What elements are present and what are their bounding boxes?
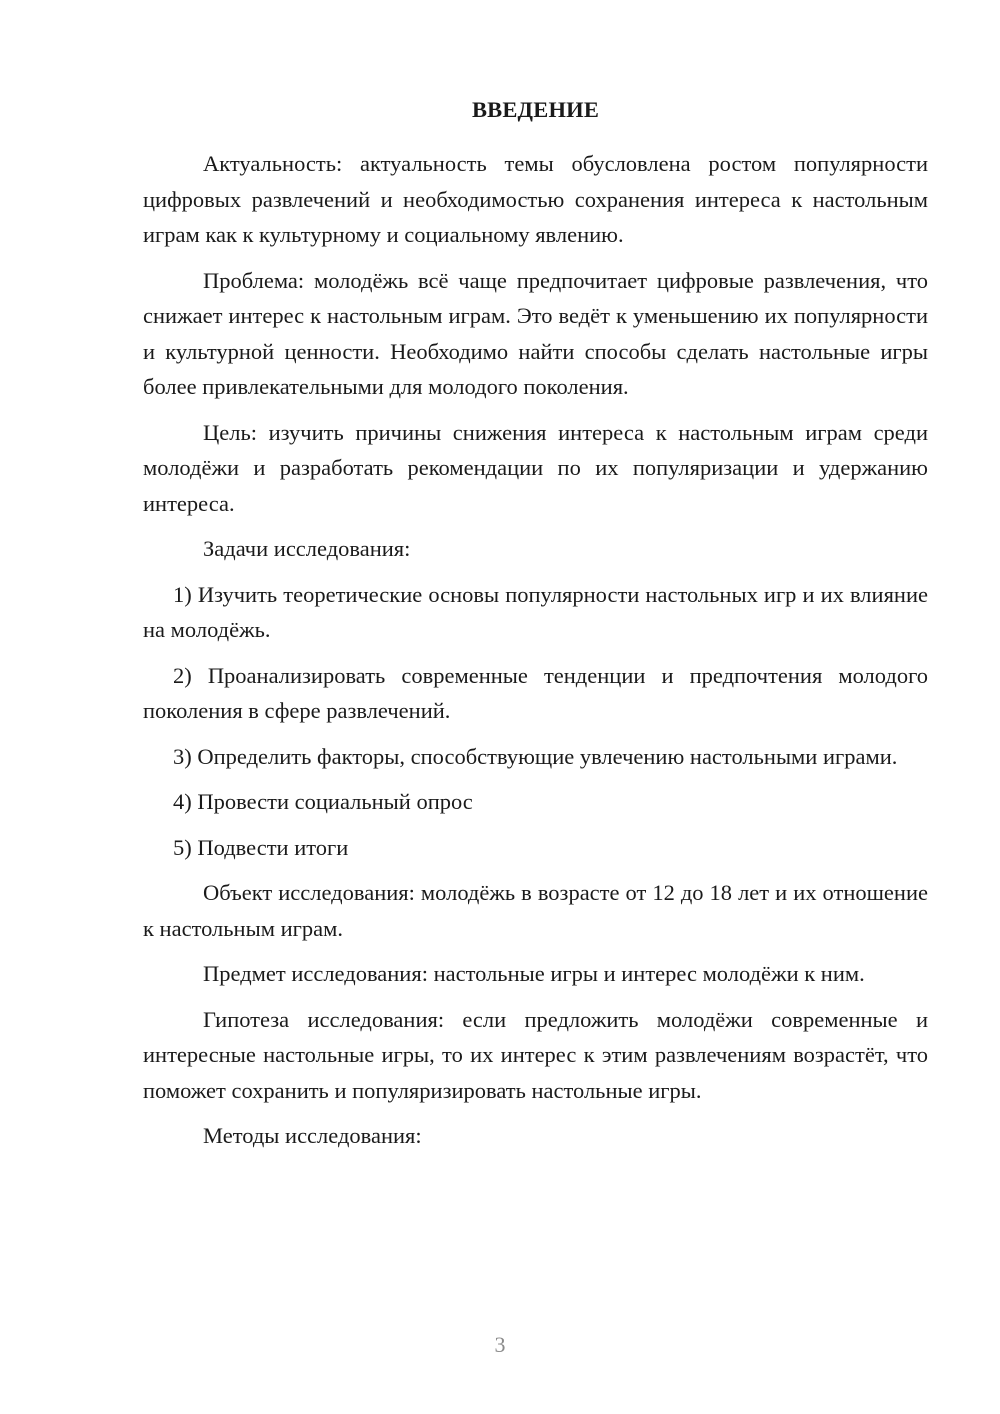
section-title: ВВЕДЕНИЕ [471, 97, 600, 122]
paragraph-hypothesis: Гипотеза исследования: если предложить молодёжи современные и интересные настольные игры, то их интерес к этим развлечениям возрастёт, что поможет сохранить и популяризировать настольные игры. [143, 1006, 928, 1103]
task-item-1: 1) Изучить теоретические основы популярности настольных игр и их влияние на молодёжь. [143, 581, 928, 642]
task-item-4: 4) Провести социальный опрос [173, 789, 473, 814]
paragraph-subject: Предмет исследования: настольные игры и интерес молодёжи к ним. [203, 961, 865, 986]
task-item-2: 2) Проанализировать современные тенденции и предпочтения молодого поколения в сфере развлечений. [143, 662, 928, 723]
paragraph-methods: Методы исследования: [203, 1123, 422, 1148]
task-item-5: 5) Подвести итоги [173, 834, 349, 860]
page-number: 3 [494, 1332, 506, 1357]
paragraph-goal: Цель: изучить причины снижения интереса к настольным играм среди молодёжи и разработать рекомендации по их популяризации и удержанию интереса. [143, 419, 928, 516]
paragraph-problem: Проблема: молодёжь всё чаще предпочитает цифровые развлечения, что снижает интерес к настольным играм. Это ведёт к уменьшению их популярности и культурной ценности. Необходимо найти способы сделать настольные игры более привлекательными для молодого поколения. [143, 267, 928, 399]
paragraph-tasks-heading: Задачи исследования: [203, 536, 411, 561]
task-item-3: 3) Определить факторы, способствующие увлечению настольными играми. [173, 743, 898, 769]
document-page [143, 92, 928, 1164]
paragraph-relevance: Актуальность: актуальность темы обусловлена ростом популярности цифровых развлечений и необходимостью сохранения интереса к настольным играм как к культурному и социальному явлению. [143, 151, 928, 247]
paragraph-object: Объект исследования: молодёжь в возрасте от 12 до 18 лет и их отношение к настольным играм. [143, 880, 928, 941]
